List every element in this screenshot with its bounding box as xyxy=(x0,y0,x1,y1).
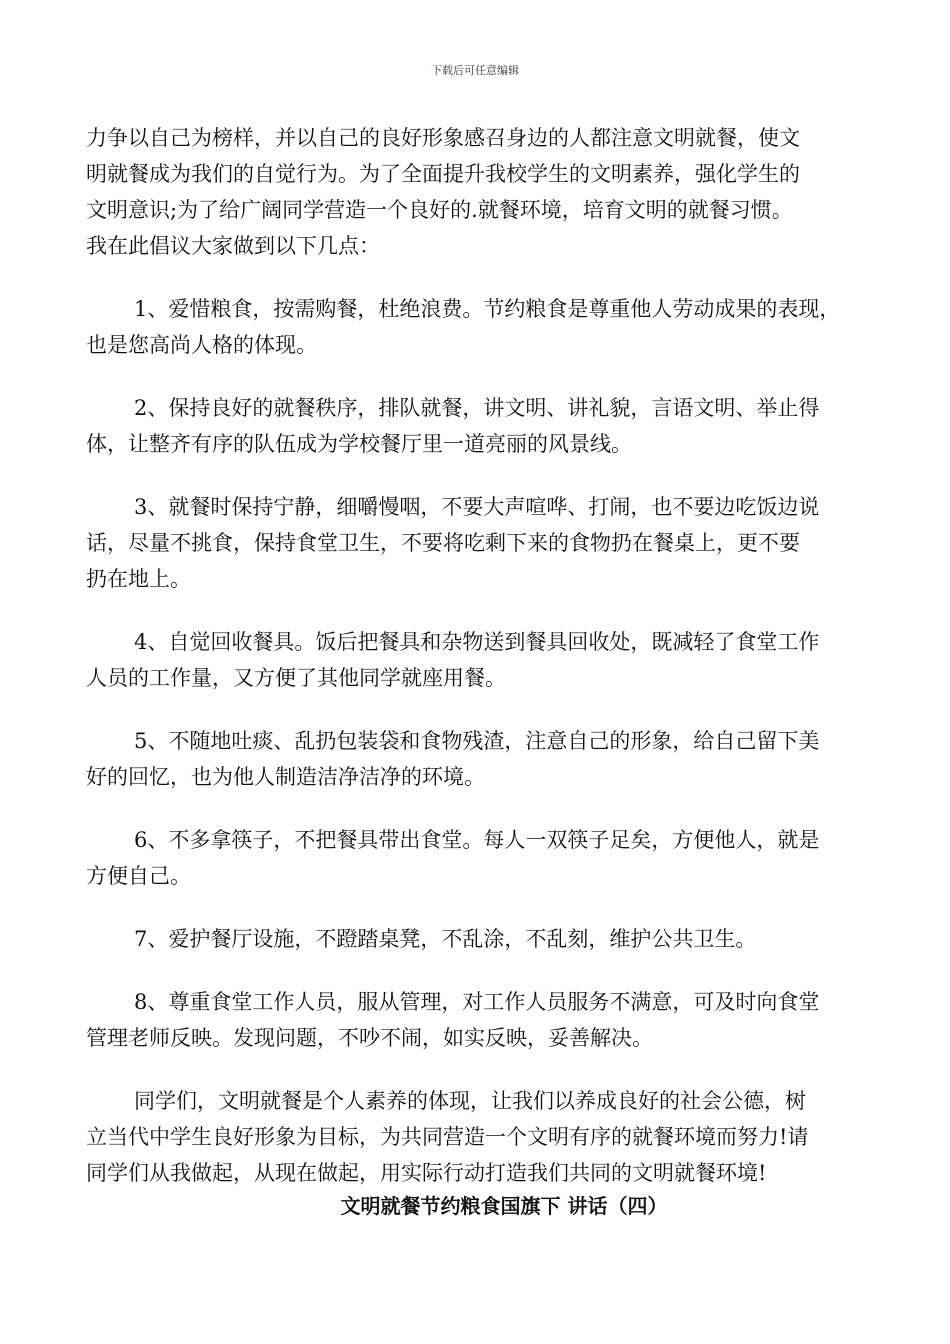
list-item-1 xyxy=(86,291,876,363)
text-line: 立当代中学生良好形象为目标，为共同营造一个文明有序的就餐环境而努力!请 xyxy=(86,1125,809,1149)
text-line: 人员的工作量，又方便了其他同学就座用餐。 xyxy=(86,666,506,690)
list-item-3 xyxy=(86,489,876,597)
list-item-7 xyxy=(86,921,876,957)
intro-paragraph xyxy=(86,120,876,264)
text-line: 7、爱护餐厅设施，不蹬踏桌凳，不乱涂，不乱刻，维护公共卫生。 xyxy=(134,927,757,951)
text-line: 文明意识;为了给广阔同学营造一个良好的.就餐环境，培育文明的就餐习惯。 xyxy=(86,198,793,222)
header-note: 下载后可任意编辑 xyxy=(431,64,519,77)
list-item-8 xyxy=(86,984,876,1056)
list-item-5 xyxy=(86,723,876,795)
text-line: 8、尊重食堂工作人员，服从管理，对工作人员服务不满意，可及时向食堂 xyxy=(134,990,820,1014)
section-title: 文明就餐节约粮食国旗下 讲话（四） xyxy=(340,1194,668,1218)
text-line: 4、自觉回收餐具。饭后把餐具和杂物送到餐具回收处，既减轻了食堂工作 xyxy=(134,630,820,654)
text-line: 也是您高尚人格的体现。 xyxy=(86,333,317,357)
text-line: 好的回忆，也为他人制造洁净洁净的环境。 xyxy=(86,765,485,789)
text-line: 管理老师反映。发现问题，不吵不闹，如实反映，妥善解决。 xyxy=(86,1026,653,1050)
document-body xyxy=(86,120,876,1218)
text-line: 话，尽量不挑食，保持食堂卫生，不要将吃剩下来的食物扔在餐桌上，更不要 xyxy=(86,531,800,555)
text-line: 2、保持良好的就餐秩序，排队就餐，讲文明、讲礼貌，言语文明、举止得 xyxy=(134,396,820,420)
text-line: 3、就餐时保持宁静，细嚼慢咽，不要大声喧哗、打闹，也不要边吃饭边说 xyxy=(134,495,820,519)
text-line: 体，让整齐有序的队伍成为学校餐厅里一道亮丽的风景线。 xyxy=(86,432,632,456)
text-line: 1、爱惜粮食，按需购餐，杜绝浪费。节约粮食是尊重他人劳动成果的表现， xyxy=(134,297,841,321)
text-line: 我在此倡议大家做到以下几点： xyxy=(86,234,380,258)
text-line: 6、不多拿筷子，不把餐具带出食堂。每人一双筷子足矣，方便他人，就是 xyxy=(134,828,820,852)
text-line: 扔在地上。 xyxy=(86,567,191,591)
list-item-6 xyxy=(86,822,876,894)
list-item-4 xyxy=(86,624,876,696)
text-line: 5、不随地吐痰、乱扔包装袋和食物残渣，注意自己的形象，给自己留下美 xyxy=(134,729,820,753)
text-line: 明就餐成为我们的自觉行为。为了全面提升我校学生的文明素养，强化学生的 xyxy=(86,162,800,186)
text-line: 力争以自己为榜样，并以自己的良好形象感召身边的人都注意文明就餐，使文 xyxy=(86,126,800,150)
text-line: 同学们从我做起，从现在做起，用实际行动打造我们共同的文明就餐环境! xyxy=(86,1161,767,1185)
text-line: 方便自己。 xyxy=(86,864,191,888)
closing-paragraph xyxy=(86,1083,876,1191)
list-item-2 xyxy=(86,390,876,462)
text-line: 同学们，文明就餐是个人素养的体现，让我们以养成良好的社会公德，树 xyxy=(134,1089,806,1113)
